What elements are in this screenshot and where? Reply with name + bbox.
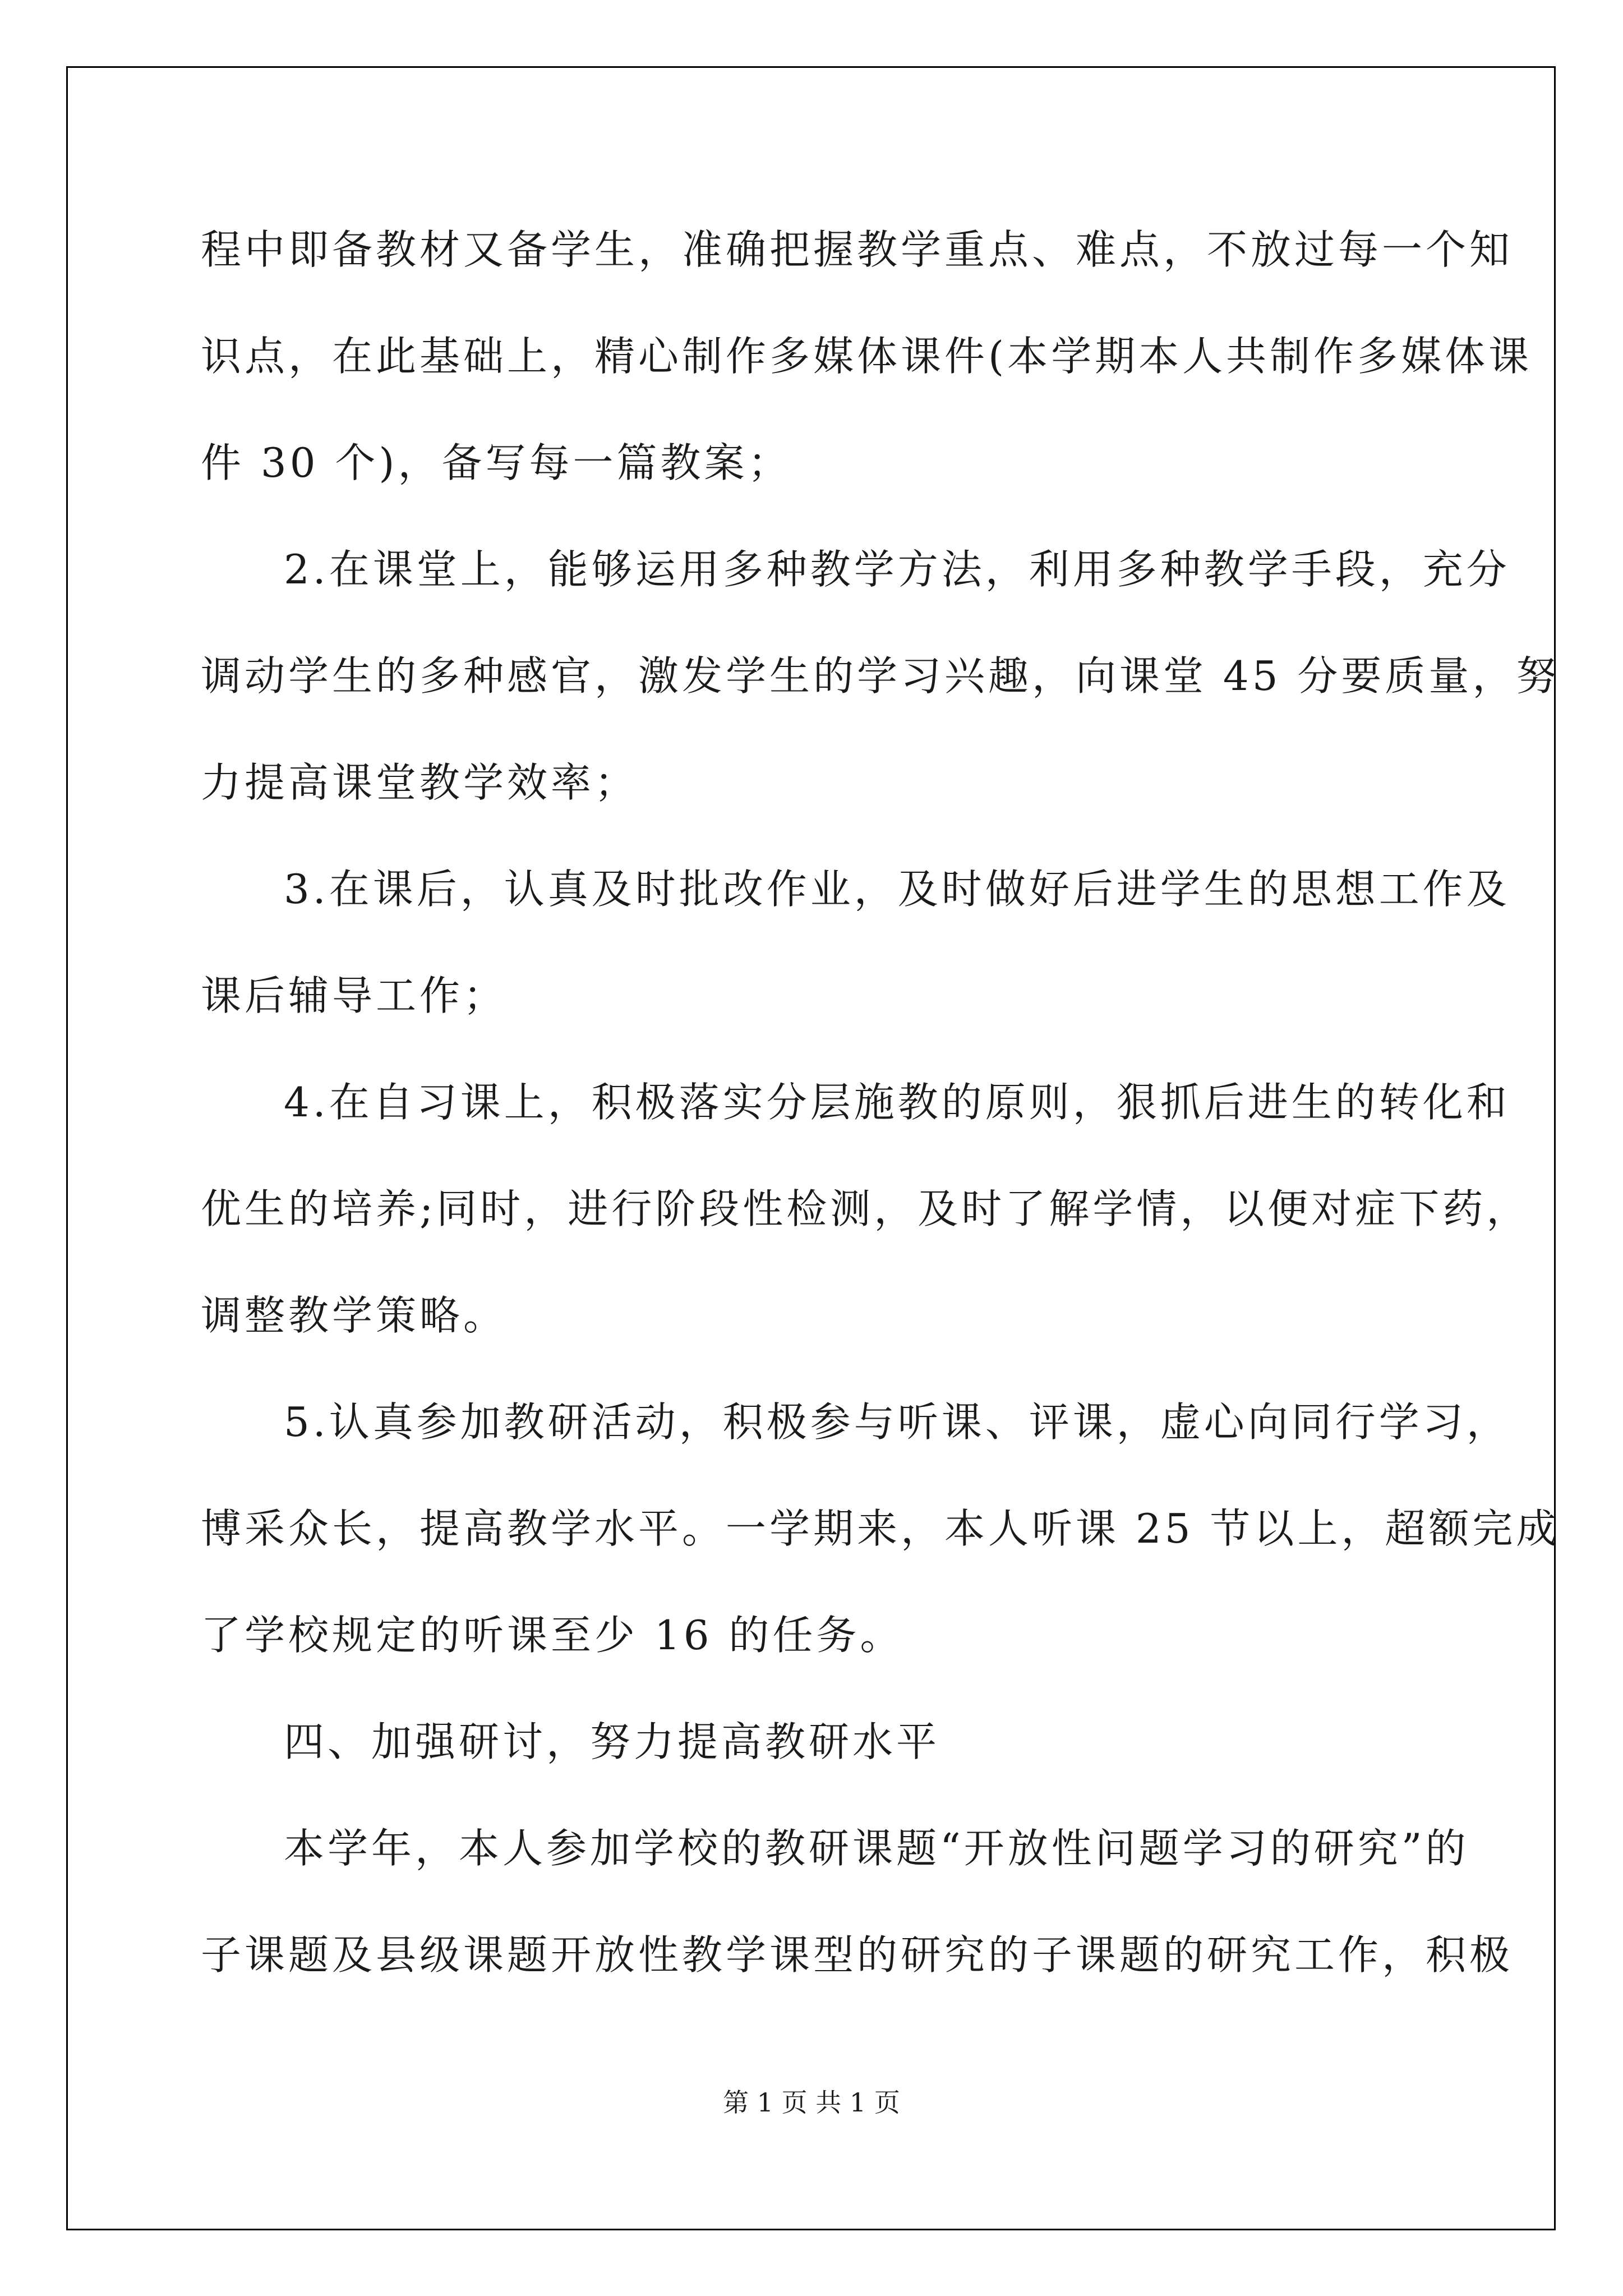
text-line: 力提高课堂教学效率； — [201, 759, 639, 806]
text-line: 识点，在此基础上，精心制作多媒体课件(本学期本人共制作多媒体课 — [201, 333, 1533, 380]
text-line: 程中即备教材又备学生，准确把握教学重点、难点，不放过每一个知 — [201, 226, 1514, 273]
text-line: 博采众长，提高教学水平。一学期来，本人听课 25 节以上，超额完成 — [201, 1505, 1560, 1552]
text-line: 5.认真参加教研活动，积极参与听课、评课，虚心向同行学习， — [284, 1398, 1510, 1446]
text-line: 件 30 个)，备写每一篇教案； — [201, 439, 792, 486]
text-line: 4.在自习课上，积极落实分层施教的原则，狠抓后进生的转化和 — [284, 1079, 1510, 1126]
text-line: 3.在课后，认真及时批改作业，及时做好后进学生的思想工作及 — [284, 866, 1510, 913]
text-line: 课后辅导工作； — [201, 972, 508, 1019]
text-line: 优生的培养;同时，进行阶段性检测，及时了解学情，以便对症下药， — [201, 1185, 1530, 1232]
page-number-footer: 第 1 页 共 1 页 — [723, 2087, 900, 2118]
text-line: 调整教学策略。 — [201, 1292, 508, 1339]
text-line: 本学年，本人参加学校的教研课题“开放性问题学习的研究”的 — [284, 1825, 1469, 1872]
text-line: 调动学生的多种感官，激发学生的学习兴趣，向课堂 45 分要质量，努 — [201, 652, 1560, 700]
section-heading: 四、加强研讨，努力提高教研水平 — [284, 1718, 940, 1765]
text-line: 2.在课堂上，能够运用多种教学方法，利用多种教学手段，充分 — [284, 546, 1510, 593]
document-body — [201, 219, 1560, 2031]
text-line: 了学校规定的听课至少 16 的任务。 — [201, 1612, 904, 1659]
text-line: 子课题及县级课题开放性教学课型的研究的子课题的研究工作，积极 — [201, 1931, 1514, 1978]
